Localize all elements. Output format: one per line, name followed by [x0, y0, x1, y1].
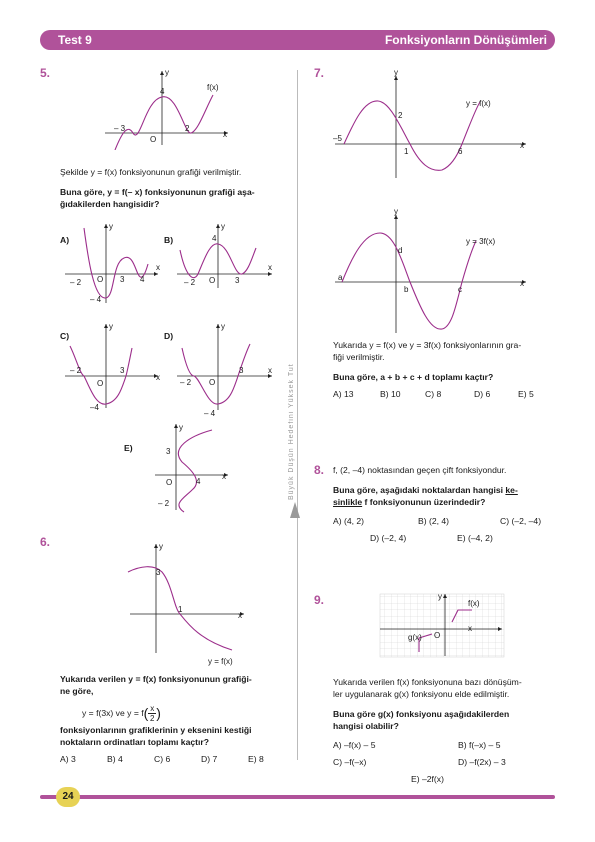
- svg-text:y: y: [221, 322, 225, 331]
- svg-text:x: x: [156, 373, 160, 382]
- svg-text:y = f(x): y = f(x): [466, 99, 491, 108]
- svg-text:O: O: [434, 631, 441, 640]
- q9-answer-e[interactable]: E) –2f(x): [411, 774, 444, 784]
- q9-answer-a[interactable]: A) –f(x) – 5: [333, 740, 376, 750]
- q6-answer-e[interactable]: E) 8: [248, 754, 264, 764]
- svg-text:3: 3: [239, 366, 244, 375]
- svg-text:–5: –5: [333, 134, 342, 143]
- q5-option-e[interactable]: E): [124, 443, 133, 453]
- q9-question-1: Buna göre g(x) fonksiyonu aşağıdakilerden: [333, 709, 510, 719]
- svg-text:g(x): g(x): [408, 633, 422, 642]
- svg-text:O: O: [97, 275, 104, 284]
- svg-text:– 2: – 2: [184, 278, 196, 287]
- q6-formula: y = f(3x) ve y = f( $\frac{x}{2}$ ): [82, 704, 161, 723]
- q7-number: 7.: [314, 66, 325, 80]
- q7-graph-1: [330, 66, 530, 181]
- svg-text:y: y: [179, 423, 183, 432]
- svg-text:O: O: [209, 378, 216, 387]
- svg-text:x: x: [268, 263, 272, 272]
- q5-option-a[interactable]: A): [60, 235, 70, 245]
- svg-text:O: O: [166, 478, 173, 487]
- svg-text:4: 4: [196, 477, 201, 486]
- svg-text:– 2: – 2: [70, 366, 82, 375]
- svg-text:x: x: [268, 366, 272, 375]
- q6-answer-d[interactable]: D) 7: [201, 754, 218, 764]
- svg-text:x: x: [238, 611, 242, 620]
- q7-answer-e[interactable]: E) 5: [518, 389, 534, 399]
- q8-question-2: sinlikle f fonksiyonunun üzerindedir?: [333, 497, 486, 507]
- svg-text:y: y: [109, 222, 113, 231]
- q7-question: Buna göre, a + b + c + d toplamı kaçtır?: [333, 372, 494, 382]
- svg-text:y = 3f(x): y = 3f(x): [466, 237, 496, 246]
- svg-text:x: x: [468, 624, 472, 633]
- q6-answer-b[interactable]: B) 4: [107, 754, 123, 764]
- q7-answer-b[interactable]: B) 10: [380, 389, 401, 399]
- q7-line2: fiği verilmiştir.: [333, 352, 385, 362]
- svg-text:O: O: [150, 135, 157, 144]
- svg-text:2: 2: [398, 111, 403, 120]
- svg-text:O: O: [97, 379, 104, 388]
- q7-answer-c[interactable]: C) 8: [425, 389, 442, 399]
- section-title: Fonksiyonların Dönüşümleri: [384, 33, 547, 47]
- svg-text:– 2: – 2: [70, 278, 82, 287]
- q7-graph-2: [330, 205, 530, 335]
- q8-answer-b[interactable]: B) (2, 4): [418, 516, 450, 526]
- q5-graph-d[interactable]: [172, 318, 282, 418]
- svg-text:3: 3: [235, 276, 240, 285]
- svg-text:4: 4: [160, 87, 165, 96]
- svg-text:– 2: – 2: [158, 499, 170, 508]
- q8-question-1: Buna göre, aşağıdaki noktalardan hangisi ke-: [333, 485, 518, 495]
- q5-graph-b[interactable]: [172, 218, 282, 293]
- svg-text:6: 6: [458, 147, 463, 156]
- q6-line4: noktaların ordinatları toplamı kaçtır?: [60, 737, 209, 747]
- q5-graph-a[interactable]: [60, 218, 170, 308]
- svg-text:– 4: – 4: [90, 295, 102, 304]
- svg-text:y: y: [394, 68, 398, 77]
- svg-text:– 4: – 4: [204, 409, 216, 418]
- q6-answer-c[interactable]: C) 6: [154, 754, 171, 764]
- q9-answer-c[interactable]: C) –f(–x): [333, 757, 367, 767]
- q9-grid-graph: [378, 590, 508, 660]
- page-number: 24: [56, 787, 80, 807]
- svg-text:1: 1: [178, 605, 183, 614]
- q5-graph: [95, 65, 245, 150]
- q5-question-1: Buna göre, y = f(– x) fonksiyonunun grafiği aşa-: [60, 187, 255, 197]
- svg-text:y: y: [438, 592, 442, 601]
- q6-answer-a[interactable]: A) 3: [60, 754, 76, 764]
- svg-text:4: 4: [140, 275, 145, 284]
- svg-text:x: x: [156, 263, 160, 272]
- svg-text:y: y: [109, 322, 113, 331]
- q9-line1: Yukarıda verilen f(x) fonksiyonuna bazı dönüşüm-: [333, 677, 522, 687]
- q7-line1: Yukarıda y = f(x) ve y = 3f(x) fonksiyonlarının gra-: [333, 340, 522, 350]
- q9-number: 9.: [314, 593, 325, 607]
- footer-bar: [40, 795, 555, 799]
- svg-text:x: x: [520, 141, 524, 150]
- q6-number: 6.: [40, 535, 51, 549]
- svg-text:x: x: [223, 130, 227, 139]
- q5-graph-c[interactable]: [60, 318, 170, 413]
- svg-text:O: O: [209, 276, 216, 285]
- svg-text:–4: –4: [90, 403, 99, 412]
- q5-graph-e[interactable]: [150, 420, 235, 515]
- svg-text:f(x): f(x): [207, 83, 219, 92]
- svg-text:x: x: [222, 472, 226, 481]
- q5-line1: Şekilde y = f(x) fonksiyonunun grafiği verilmiştir.: [60, 167, 242, 177]
- q6-line1: Yukarıda verilen y = f(x) fonksiyonunun grafiği-: [60, 674, 252, 684]
- q9-line2: ler uygulanarak g(x) fonksiyonu elde edilmiştir.: [333, 689, 510, 699]
- svg-text:– 3: – 3: [114, 124, 126, 133]
- svg-text:y = f(x): y = f(x): [208, 657, 233, 666]
- q5-option-c[interactable]: C): [60, 331, 70, 341]
- q5-option-b[interactable]: B): [164, 235, 174, 245]
- q6-graph: [120, 538, 255, 673]
- svg-text:y: y: [165, 68, 169, 77]
- svg-text:– 2: – 2: [180, 378, 192, 387]
- q7-answer-a[interactable]: A) 13: [333, 389, 354, 399]
- side-slogan: Büyük Düşün Hedefini Yüksek Tut: [288, 363, 295, 500]
- svg-text:3: 3: [156, 568, 161, 577]
- svg-text:3: 3: [166, 447, 171, 456]
- svg-text:d: d: [398, 246, 403, 255]
- q8-answer-c[interactable]: C) (–2, –4): [500, 516, 542, 526]
- svg-text:1: 1: [404, 147, 409, 156]
- q9-answer-d[interactable]: D) –f(2x) – 3: [458, 757, 506, 767]
- q9-question-2: hangisi olabilir?: [333, 721, 399, 731]
- svg-text:x: x: [520, 279, 524, 288]
- q8-line1: f, (2, –4) noktasından geçen çift fonksiyondur.: [333, 465, 507, 475]
- q8-number: 8.: [314, 463, 325, 477]
- svg-text:y: y: [159, 542, 163, 551]
- svg-text:3: 3: [120, 275, 125, 284]
- svg-text:a: a: [338, 273, 343, 282]
- svg-text:b: b: [404, 285, 409, 294]
- q5-number: 5.: [40, 66, 51, 80]
- test-title: Test 9: [58, 33, 92, 47]
- svg-text:c: c: [458, 285, 462, 294]
- q7-answer-d[interactable]: D) 6: [474, 389, 491, 399]
- svg-text:2: 2: [185, 124, 190, 133]
- q8-answer-e[interactable]: E) (–4, 2): [457, 533, 493, 543]
- svg-text:3: 3: [120, 366, 125, 375]
- q8-answer-d[interactable]: D) (–2, 4): [370, 533, 407, 543]
- q5-question-2: ğıdakilerden hangisidir?: [60, 199, 160, 209]
- svg-text:y: y: [221, 222, 225, 231]
- q6-line2: ne göre,: [60, 686, 94, 696]
- q9-answer-b[interactable]: B) f(–x) – 5: [458, 740, 501, 750]
- pen-nib-icon: [288, 500, 302, 520]
- q5-option-d[interactable]: D): [164, 331, 174, 341]
- svg-text:4: 4: [212, 234, 217, 243]
- q6-line3: fonksiyonlarının grafiklerinin y eksenini kestiği: [60, 725, 252, 735]
- svg-text:y: y: [394, 207, 398, 216]
- svg-text:f(x): f(x): [468, 599, 480, 608]
- q8-answer-a[interactable]: A) (4, 2): [333, 516, 365, 526]
